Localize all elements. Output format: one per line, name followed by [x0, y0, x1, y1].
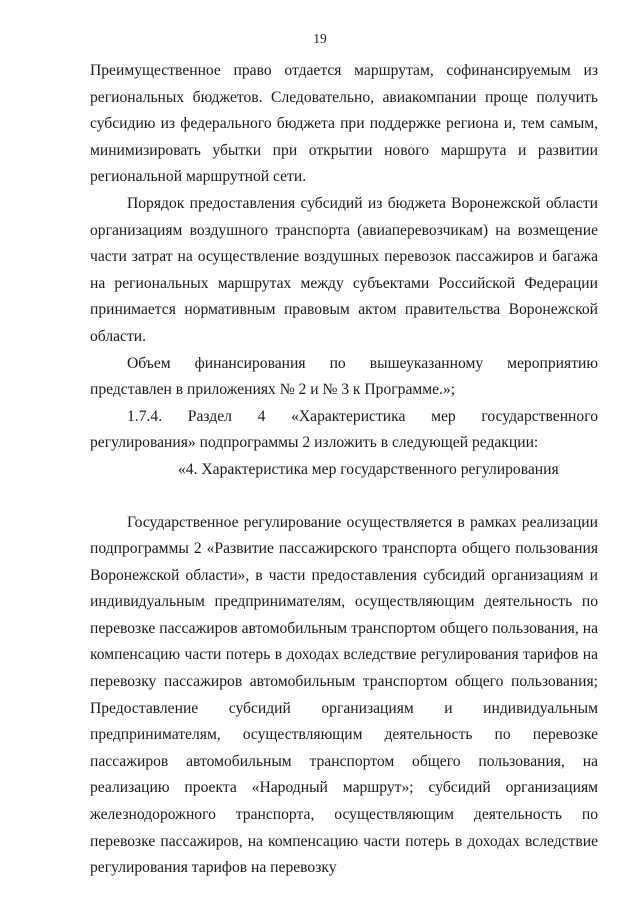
paragraph-continuation: Преимущественное право отдается маршрутам, софинансируемым из региональных бюджетов. Следовательно, авиакомпании проще получить субсидию из федерального бюджета при поддержке региона и, тем самым, минимизировать убытки при открытии нового маршрута и развитии региональной маршрутной сети.: [90, 62, 598, 186]
spacer: [90, 484, 598, 510]
page-number: 19: [313, 31, 327, 46]
paragraph-financing: Объем финансирования по вышеуказанному мероприятию представлен в приложениях № 2 и № 3 к Программе.»;: [90, 354, 598, 399]
paragraph-state-regulation: Государственное регулирование осуществляется в рамках реализации подпрограммы 2 «Развитие пассажирского транспорта общего пользования Воронежской области», в части предоставления субсидий организациям и индивидуальным предпринимателям, осуществляющим деятельность по перевозке пассажиров автомобильным транспортом общего пользования, на компенсацию части потерь в доходах вследствие регулирования тарифов на перевозку пассажиров автомобильным транспортом общего пользования; Предоставление субсидий организациям и индивидуальным предпринимателям, осуществляющим деятельность по перевозке пассажиров автомобильным транспортом общего пользования, на реализацию проекта «Народный маршрут»; субсидий организациям железнодорожного транспорта, осуществляющим деятельность по перевозке пассажиров, на компенсацию части потерь в доходах вследствие регулирования тарифов на перевозку: [90, 513, 598, 877]
paragraph-subsidy-procedure: Порядок предоставления субсидий из бюджета Воронежской области организациям воздушного транспорта (авиаперевозчикам) на возмещение части затрат на осуществление воздушных перевозок пассажиров и багажа на региональных маршрутах между субъектами Российской Федерации принимается нормативным правовым актом правительства Воронежской области.: [90, 194, 598, 345]
section-heading: «4. Характеристика мер государственного регулирования: [178, 460, 559, 478]
document-body: [90, 58, 598, 882]
paragraph-amendment: 1.7.4. Раздел 4 «Характеристика мер государственного регулирования» подпрограммы 2 изложить в следующей редакции:: [90, 407, 598, 452]
